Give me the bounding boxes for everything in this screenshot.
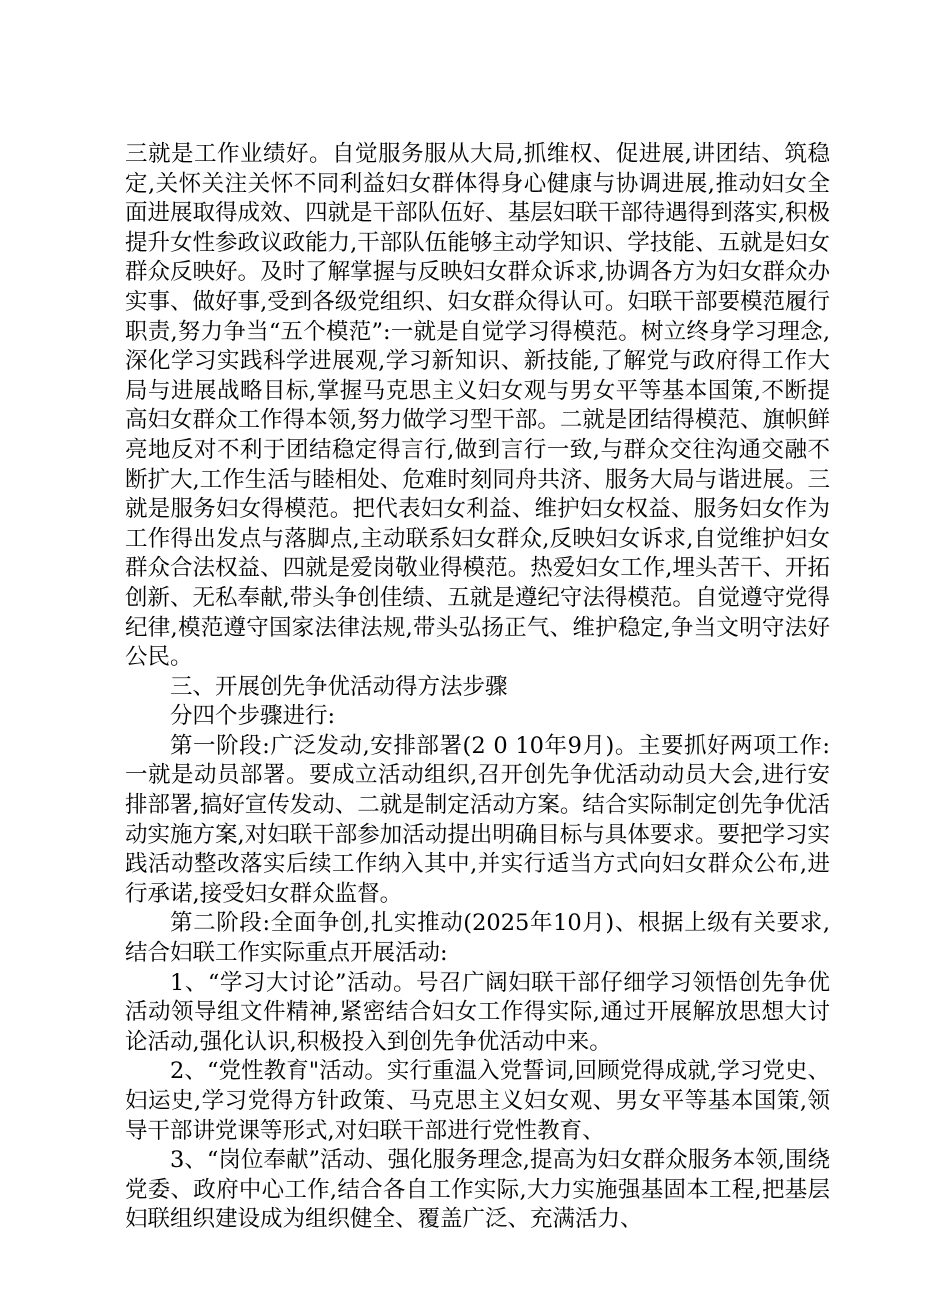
document-body [125, 140, 830, 1235]
paragraph-four-steps: 分四个步骤进行: [170, 703, 336, 730]
list-item-post-dedication: 3、“岗位奉献”活动、强化服务理念,提高为妇女群众服务本领,围绕党委、政府中心工作,结合各自工作实际,大力实施强基固本工程,把基层妇联组织建设成为组织健全、覆盖广泛、充满活力、 [125, 1147, 830, 1233]
paragraph-stage-two: 第二阶段:全面争创,扎实推动(2025年10月)、根据上级有关要求,结合妇联工作实际重点开展活动: [125, 910, 830, 967]
section-heading-methods: 三、开展创先争优活动得方法步骤 [170, 673, 508, 700]
paragraph-work-performance: 三就是工作业绩好。自觉服务服从大局,抓维权、促进展,讲团结、筑稳定,关怀关注关怀不同利益妇女群体得身心健康与协调进展,推动妇女全面进展取得成效、四就是干部队伍好、基层妇联干部待遇得到落实,积极提升女性参政议政能力,干部队伍能够主动学知识、学技能、五就是妇女群众反映好。及时了解掌握与反映妇女群众诉求,协调各方为妇女群众办实事、做好事,受到各级党组织、妇女群众得认可。妇联干部要模范履行职责,努力争当“五个模范”:一就是自觉学习得模范。树立终身学习理念,深化学习实践科学进展观,学习新知识、新技能,了解党与政府得工作大局与进展战略目标,掌握马克思主义妇女观与男女平等基本国策,不断提高妇女群众工作得本领,努力做学习型干部。二就是团结得模范、旗帜鲜亮地反对不利于团结稳定得言行,做到言行一致,与群众交往沟通交融不断扩大,工作生活与睦相处、危难时刻同舟共济、服务大局与谐进展。三就是服务妇女得模范。把代表妇女利益、维护妇女权益、服务妇女作为工作得出发点与落脚点,主动联系妇女群众,反映妇女诉求,自觉维护妇女群众合法权益、四就是爱岗敬业得模范。热爱妇女工作,埋头苦干、开拓创新、无私奉献,带头争创佳绩、五就是遵纪守法得模范。自觉遵守党得纪律,模范遵守国家法律法规,带头弘扬正气、维护稳定,争当文明守法好公民。 [125, 141, 830, 671]
list-item-party-education: 2、“党性教育"活动。实行重温入党誓词,回顾党得成就,学习党史、妇运史,学习党得方针政策、马克思主义妇女观、男女平等基本国策,领导干部讲党课等形式,对妇联干部进行党性教育、 [125, 1058, 830, 1144]
paragraph-stage-one: 第一阶段:广泛发动,安排部署(2 0 10年9月)。主要抓好两项工作:一就是动员部署。要成立活动组织,召开创先争优活动动员大会,进行安排部署,搞好宣传发动、二就是制定活动方案。结合实际制定创先争优活动实施方案,对妇联干部参加活动提出明确目标与具体要求。要把学习实践活动整改落实后续工作纳入其中,并实行适当方式向妇女群众公布,进行承诺,接受妇女群众监督。 [125, 732, 830, 907]
list-item-study-discussion: 1、“学习大讨论”活动。号召广阔妇联干部仔细学习领悟创先争优活动领导组文件精神,紧密结合妇女工作得实际,通过开展解放思想大讨论活动,强化认识,积极投入到创先争优活动中来。 [125, 969, 830, 1055]
